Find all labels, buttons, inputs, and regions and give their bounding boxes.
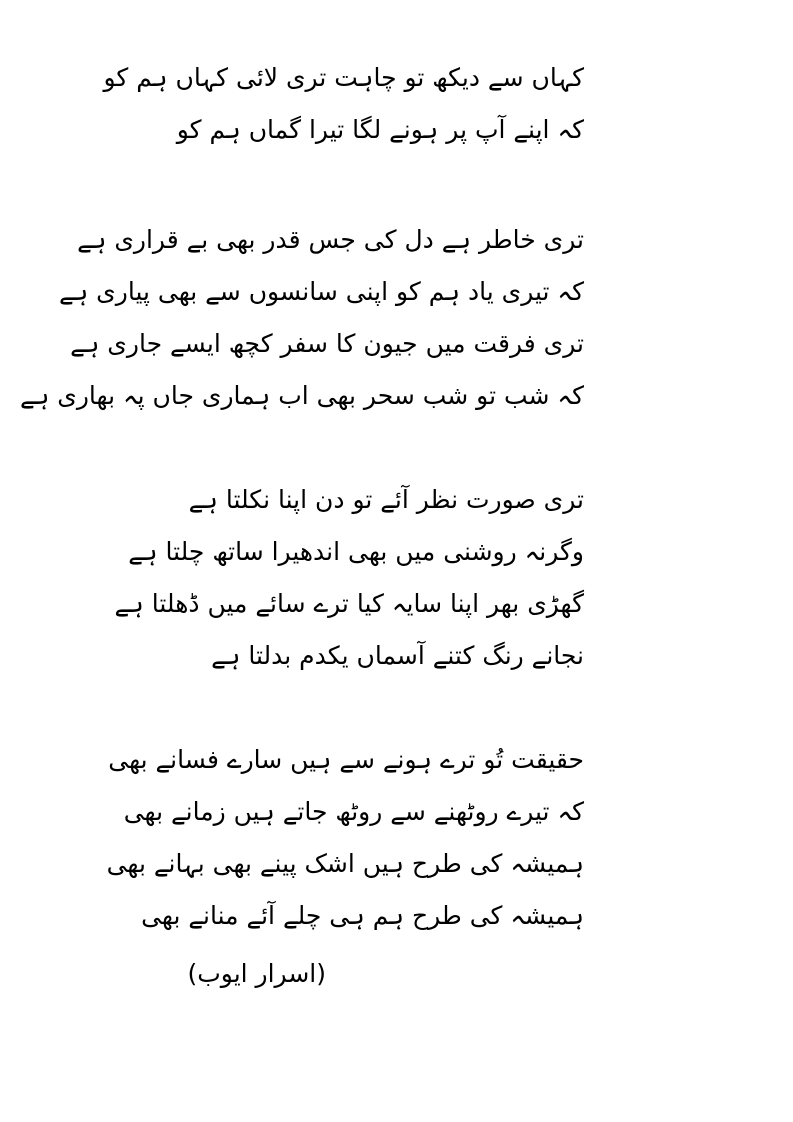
poem-line: تری صورت نظر آئے تو دن اپنا نکلتا ہے [188, 485, 584, 514]
stanza-4 [106, 734, 584, 942]
poem-line: وگرنہ روشنی میں بھی اندھیرا ساتھ چلتا ہے [128, 537, 584, 566]
poem-line: گھڑی بھر اپنا سایہ کیا ترے سائے میں ڈھلتا ہے [114, 589, 584, 618]
poem-line: کہ تیرے روٹھنے سے روٹھ جاتے ہیں زمانے بھی [123, 797, 584, 826]
poem-line: ہمیشہ کی طرح ہیں اشک پینے بھی بہانے بھی [106, 849, 584, 878]
stanza-1 [103, 52, 584, 156]
poem-line: ہمیشہ کی طرح ہم ہی چلے آئے منانے بھی [141, 901, 584, 930]
poem-line: کہاں سے دیکھ تو چاہت تری لائی کہاں ہم کو [103, 63, 584, 92]
poem-line: تری خاطر ہے دل کی جس قدر بھی بے قراری ہے [77, 225, 584, 254]
poem-author: (اسرار ایوب) [187, 959, 326, 988]
poem-line: نجانے رنگ کتنے آسماں یکدم بدلتا ہے [211, 641, 584, 670]
stanza-2 [20, 214, 584, 422]
poem-line: کہ اپنے آپ پر ہونے لگا تیرا گماں ہم کو [176, 115, 584, 144]
stanza-3 [114, 474, 584, 682]
poem-line: حقیقت تُو ترے ہونے سے ہیں سارے فسانے بھی [108, 745, 584, 774]
poem-line: کہ شب تو شب سحر بھی اب ہماری جاں پہ بھاری ہے [20, 381, 584, 410]
poem-line: تری فرقت میں جیون کا سفر کچھ ایسے جاری ہے [70, 329, 584, 358]
poem-line: کہ تیری یاد ہم کو اپنی سانسوں سے بھی پیاری ہے [58, 277, 584, 306]
